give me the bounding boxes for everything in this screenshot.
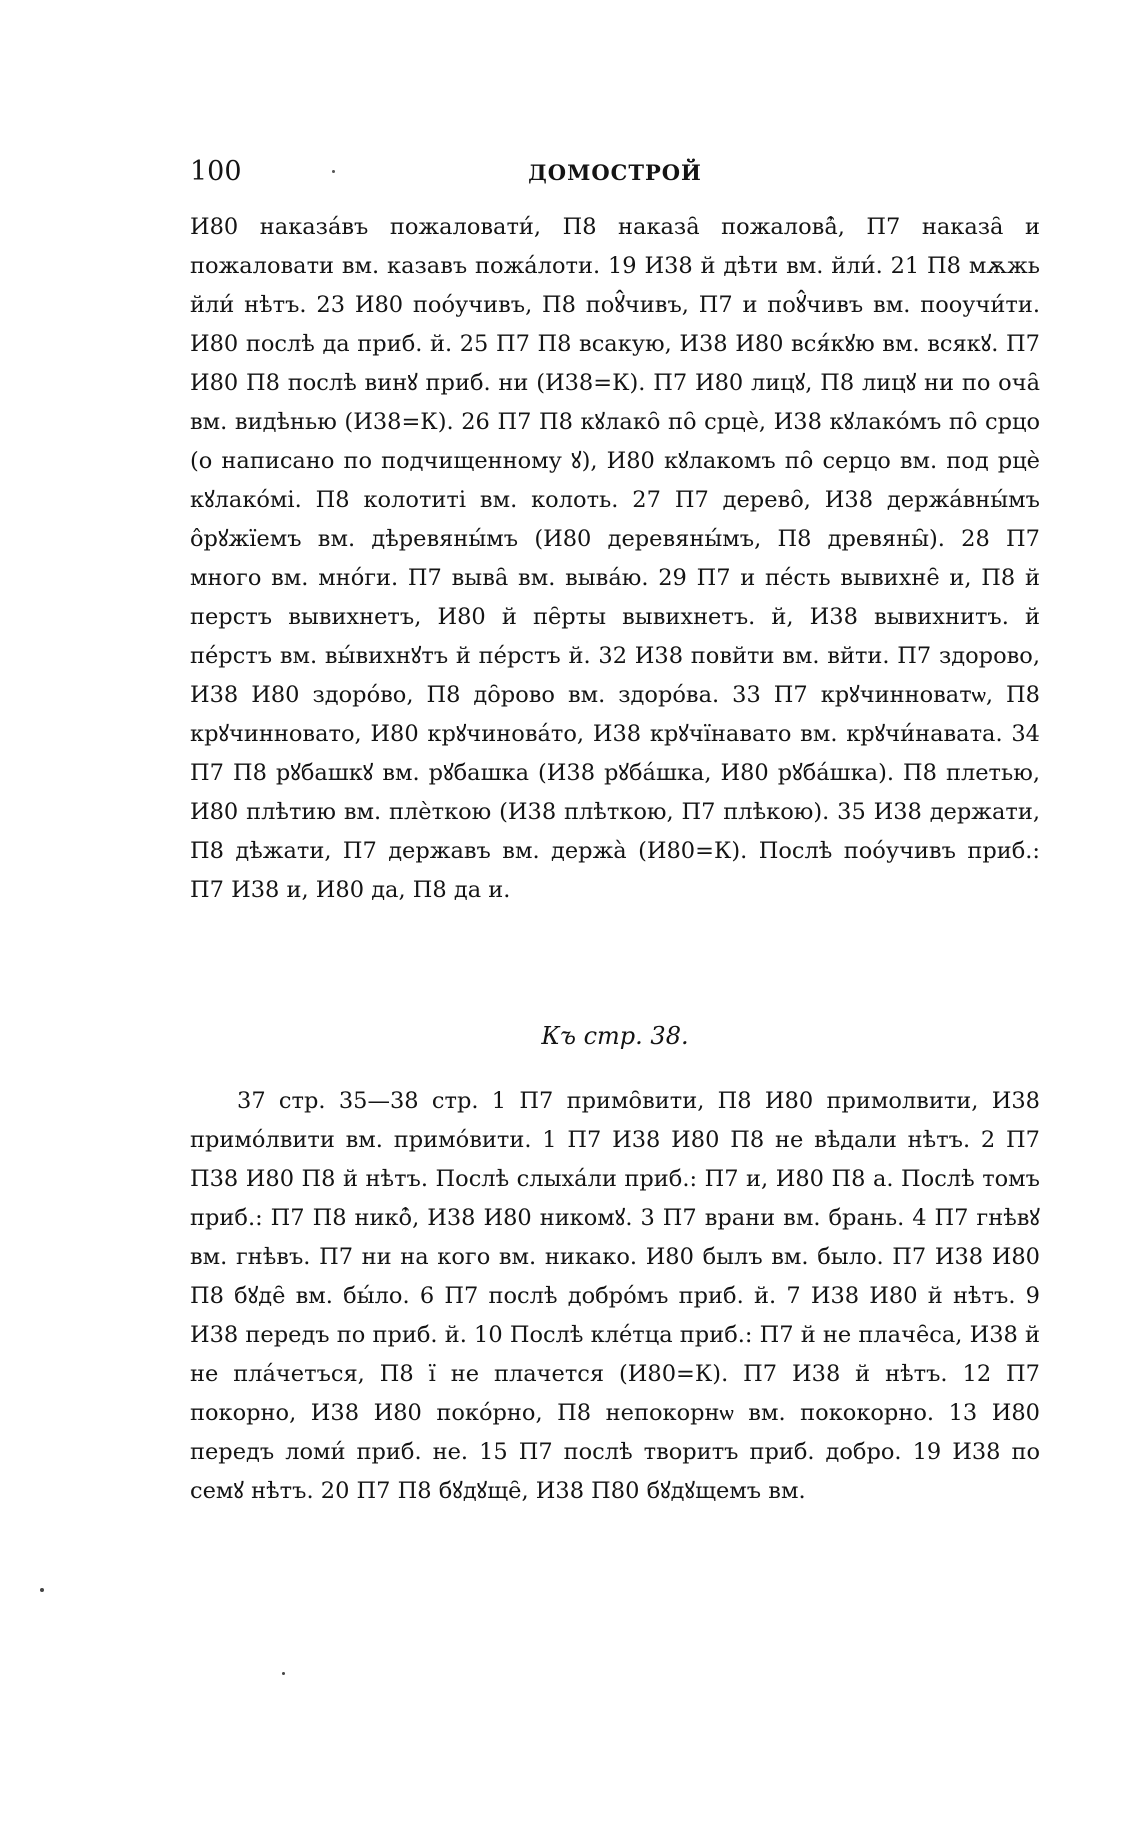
print-speck	[282, 1672, 285, 1675]
print-speck	[40, 1588, 44, 1592]
variant-notes-page-38	[190, 1082, 1040, 1511]
section-heading: Къ стр. 38.	[541, 1022, 689, 1050]
page-header	[190, 156, 1040, 196]
notes-paragraph: И80 наказа́въ пожаловати́, П8 наказа̑ пожалова̑̓, П7 наказа̑ и пожаловати вм. казавъ пожа́лоти. 19 И38 й дѣти вм. йли́. 21 П8 мѫжь йли́ нѣтъ. 23 И80 поо́учивъ, П8 поꙋ̂чивъ, П7 и поꙋ̂чивъ вм. пооучи́ти. И80 послѣ да приб. й. 25 П7 П8 всакую, И38 И80 вся́кꙋю вм. всякꙋ. П7 И80 П8 послѣ винꙋ приб. ни (И38=К). П7 И80 лицꙋ, П8 лицꙋ ни по оча̑ вм. видѣнью (И38=К). 26 П7 П8 кꙋлако̑ по̑ срцѐ, И38 кꙋлако́мъ по̑ срцо (о написано по подчищенному ꙋ), И80 кꙋлакомъ по̑ серцо вм. под рцѐ кꙋлако́мі. П8 колотиті вм. колоть. 27 П7 дерево̑, И38 держа́вны́мъ ôрꙋжїемъ вм. дѣревяны́мъ (И80 деревяны́мъ, П8 древяны̑). 28 П7 много вм. мно́ги. П7 выва̑ вм. выва́ю. 29 П7 и пе́сть вывихне̑ и, П8 й перстъ вывихнетъ, И80 й пе̑рты вывихнетъ. й, И38 вывихнитъ. й пе́рстъ вм. вы́вихнꙋтъ й пе́рстъ й. 32 И38 повйти вм. вйти. П7 здорово, И38 И80 здоро́во, П8 до̑рово вм. здоро́ва. 33 П7 крꙋчинноватѡ, П8 крꙋчинновато, И80 крꙋчинова́то, И38 крꙋчїнавато вм. крꙋчи́навата. 34 П7 П8 рꙋбашкꙋ вм. рꙋбашка (И38 рꙋба́шка, И80 рꙋба́шка). П8 плетью, И80 плѣтию вм. плѐткою (И38 плѣткою, П7 плѣкою). 35 И38 держати, П8 дѣжати, П7 державъ вм. держа̀ (И80=К). Послѣ поо́учивъ приб.: П7 И38 и, И80 да, П8 да и.	[190, 214, 1040, 903]
page-number: 100	[190, 156, 242, 187]
notes-paragraph: 37 стр. 35—38 стр. 1 П7 примо̑вити, П8 И80 примолвити, И38 примо́лвити вм. примо́вити. 1 П7 И38 И80 П8 не вѣдали нѣтъ. 2 П7 П38 И80 П8 й нѣтъ. Послѣ слыха́ли приб.: П7 и, И80 П8 а. Послѣ томъ приб.: П7 П8 нико̑̓, И38 И80 никомꙋ. 3 П7 врани вм. брань. 4 П7 гнѣвꙋ вм. гнѣвъ. П7 ни на кого вм. никако. И80 былъ вм. было. П7 И38 И80 П8 бꙋде̑ вм. бы́ло. 6 П7 послѣ добро́мъ приб. й. 7 И38 И80 й нѣтъ. 9 И38 передъ по приб. й. 10 Послѣ кле́тца приб.: П7 й не плаче̑са, И38 й не пла́четъся, П8 ї не плачется (И80=К). П7 И38 й нѣтъ. 12 П7 покорно, И38 И80 поко́рно, П8 непокорнѡ вм. пококорно. 13 И80 передъ ломи́ приб. не. 15 П7 послѣ творитъ приб. добро. 19 И38 по семꙋ нѣтъ. 20 П7 П8 бꙋдꙋще̑, И38 П80 бꙋдꙋщемъ вм.	[190, 1088, 1040, 1504]
variant-notes-page-37	[190, 208, 1040, 910]
running-title: ДОМОСТРОЙ	[528, 160, 702, 185]
